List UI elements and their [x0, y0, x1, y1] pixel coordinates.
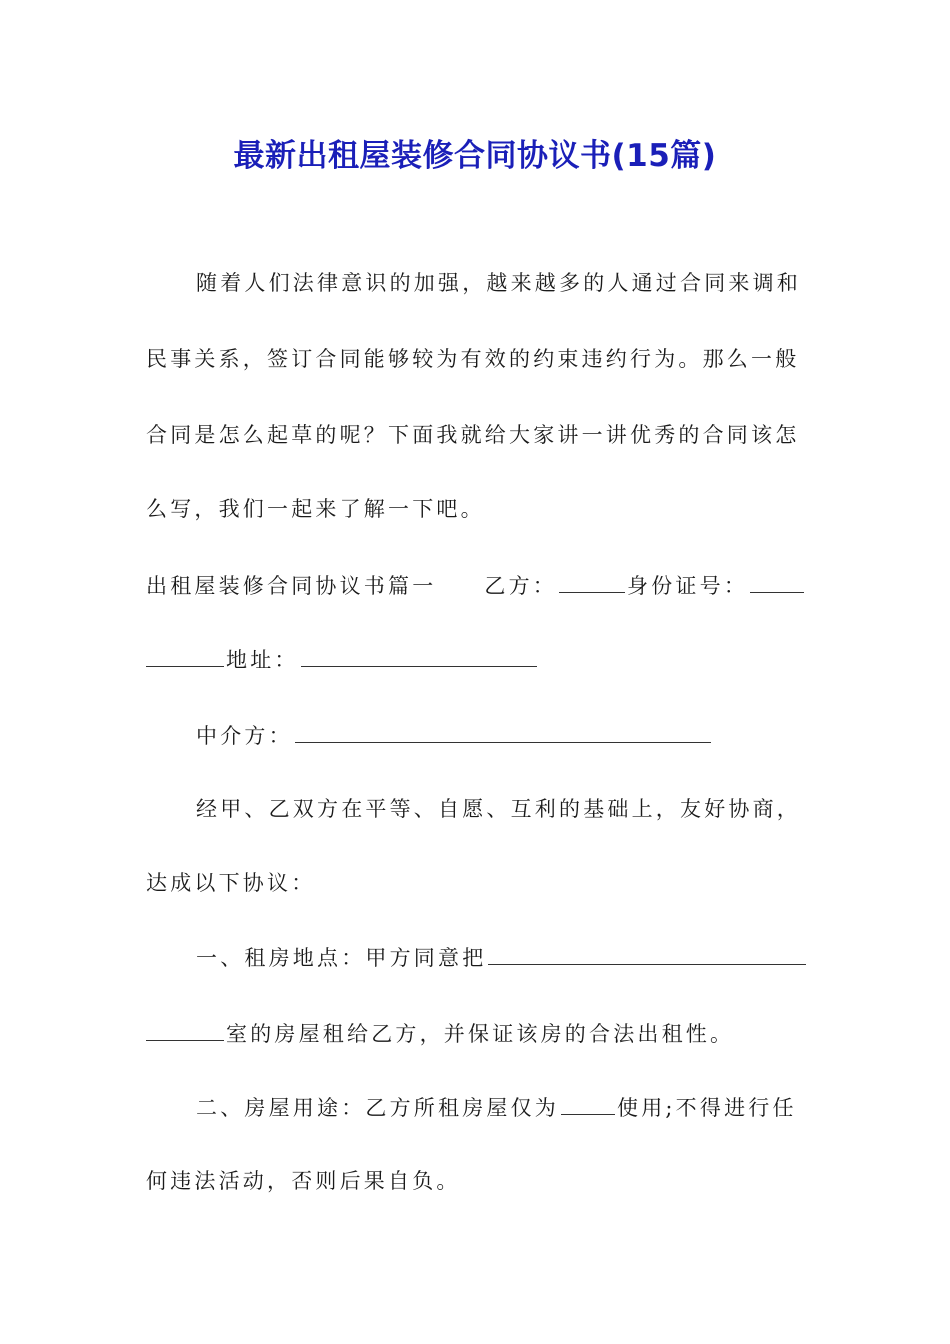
clause-1-line — [146, 942, 858, 973]
clause-2-line — [146, 1092, 858, 1123]
party-b-label: 乙方： — [484, 574, 558, 598]
party-b-blank — [559, 570, 625, 593]
clause-1-blank — [488, 942, 806, 965]
id-number-blank — [750, 570, 804, 593]
clause-1-line-2 — [146, 1018, 808, 1049]
section-heading: 出租屋装修合同协议书篇一 — [146, 574, 437, 598]
clause-1-suffix: 室的房屋租给乙方，并保证该房的合法出租性。 — [226, 1022, 735, 1046]
clause-2-suffix: 使用;不得进行任 — [617, 1096, 797, 1120]
document-title: 最新出租屋装修合同协议书(15篇) — [233, 138, 717, 174]
agreement-line-2: 达成以下协议： — [146, 871, 316, 895]
id-number-blank-continued — [146, 644, 224, 667]
party-b-line — [146, 570, 808, 601]
clause-2-blank — [561, 1092, 615, 1115]
id-number-label: 身份证号： — [627, 574, 749, 598]
clause-1-blank-continued — [146, 1018, 224, 1041]
intro-line-3: 合同是怎么起草的呢？下面我就给大家讲一讲优秀的合同该怎 — [146, 423, 800, 447]
address-blank — [301, 644, 537, 667]
intro-line-2: 民事关系，签订合同能够较为有效的约束违约行为。那么一般 — [146, 347, 800, 371]
clause-2-line-2: 何违法活动，否则后果自负。 — [146, 1169, 461, 1193]
intro-line-4: 么写，我们一起来了解一下吧。 — [146, 497, 485, 521]
agent-line — [146, 720, 858, 751]
address-line — [146, 644, 808, 675]
agreement-line-1: 经甲、乙双方在平等、自愿、互利的基础上，友好协商， — [196, 797, 801, 821]
clause-1-prefix: 一、租房地点：甲方同意把 — [196, 946, 487, 970]
agent-label: 中介方： — [196, 724, 293, 748]
agent-blank — [295, 720, 711, 743]
address-label: 地址： — [226, 648, 299, 672]
intro-line-1: 随着人们法律意识的加强，越来越多的人通过合同来调和 — [196, 271, 801, 295]
clause-2-prefix: 二、房屋用途：乙方所租房屋仅为 — [196, 1096, 559, 1120]
